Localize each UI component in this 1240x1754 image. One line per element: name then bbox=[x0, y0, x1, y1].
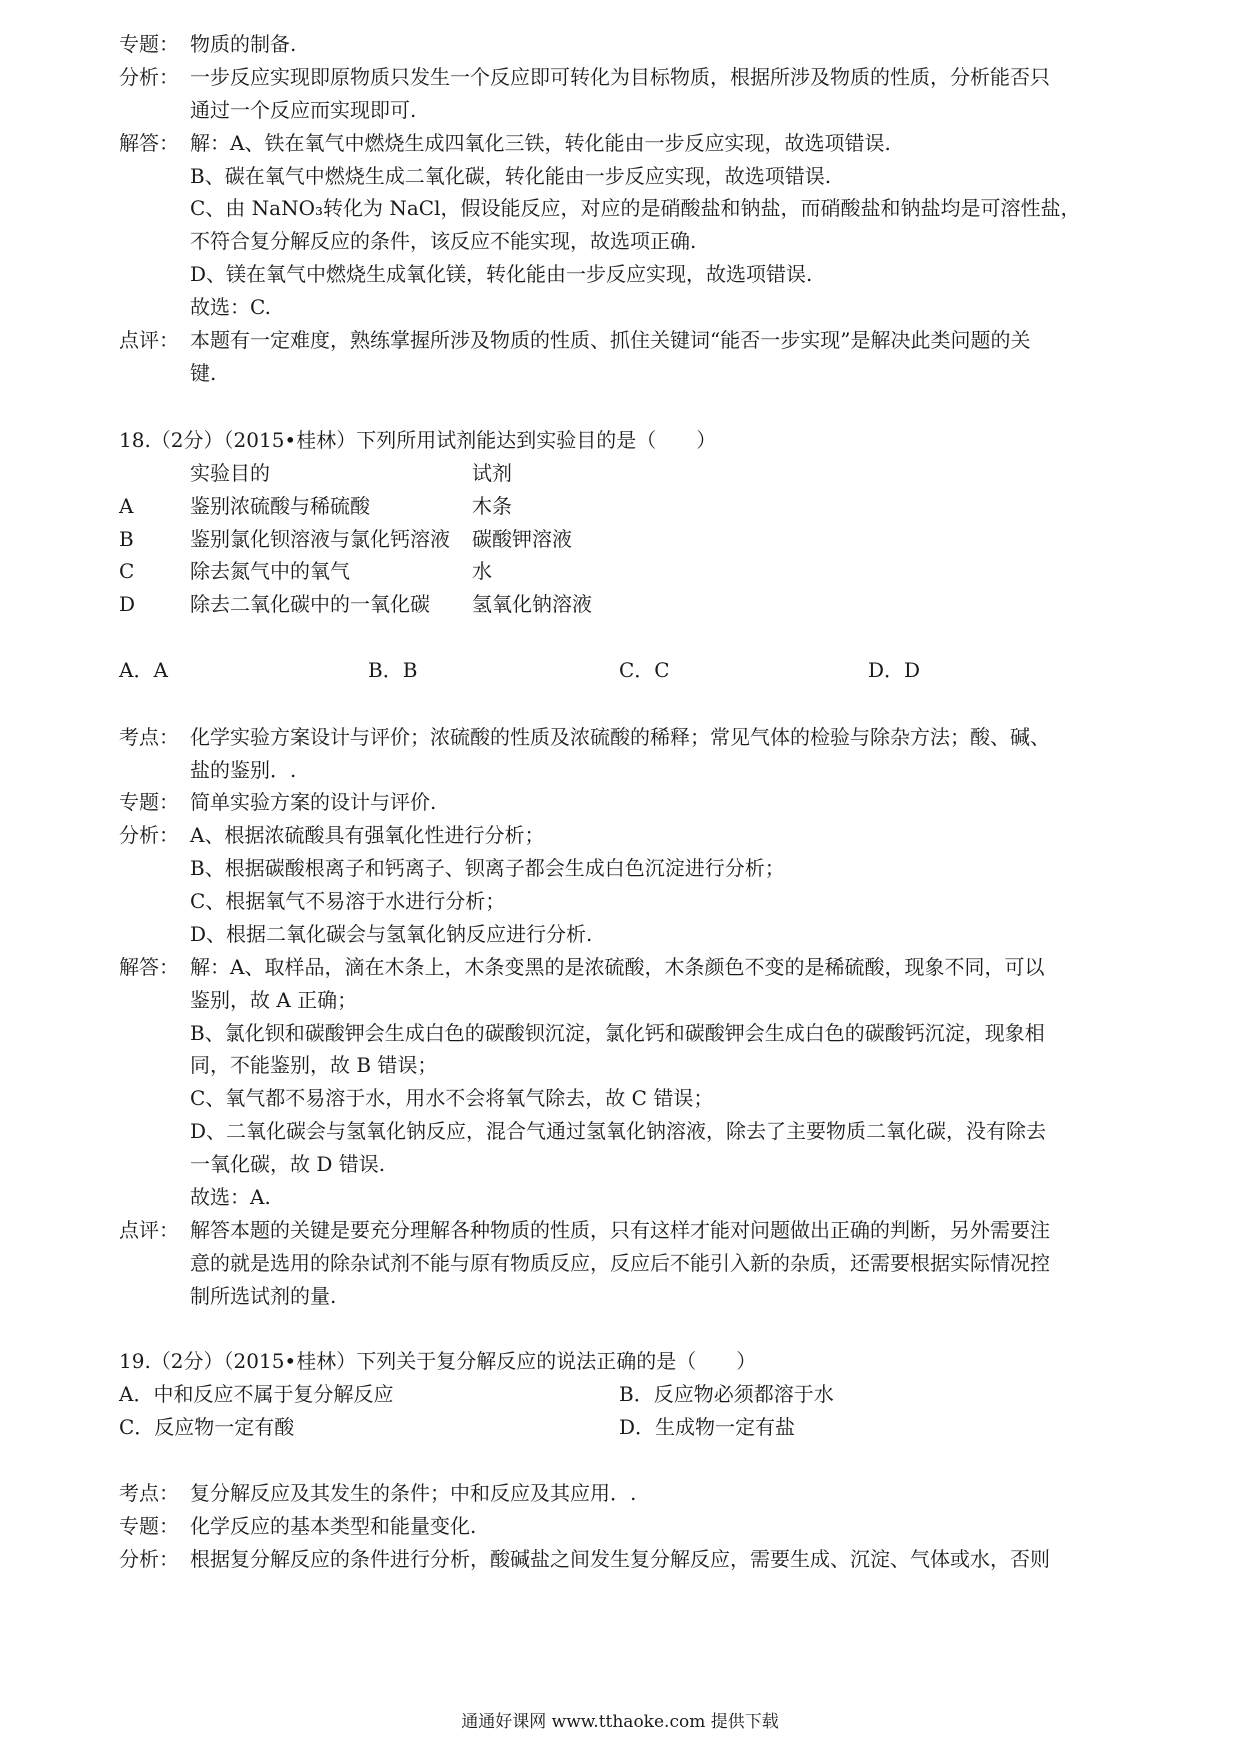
label-fenxi-18: 分析： bbox=[119, 823, 179, 847]
label-dianping-18: 点评： bbox=[119, 1218, 179, 1242]
jieda-line: 解：A、取样品，滴在木条上，木条变黑的是浓硫酸，木条颜色不变的是稀硫酸，现象不同，可以 bbox=[190, 955, 1045, 979]
dianping-line: 制所选试剂的量. bbox=[190, 1284, 337, 1308]
question-18-stem: 18.（2分）（2015•桂林）下列所用试剂能达到实验目的是（ ） bbox=[119, 428, 717, 452]
jieda-line: 一氧化碳，故 D 错误. bbox=[190, 1152, 386, 1176]
label-jieda-18: 解答： bbox=[119, 955, 179, 979]
kaodian-text-19: 复分解反应及其发生的条件；中和反应及其应用．. bbox=[190, 1481, 637, 1505]
jieda-line: B、碳在氧气中燃烧生成二氧化碳，转化能由一步反应实现，故选项错误. bbox=[190, 164, 832, 188]
table-row-key: D bbox=[119, 592, 136, 616]
fenxi-line: 通过一个反应而实现即可. bbox=[190, 98, 417, 122]
table-row-key: C bbox=[119, 559, 135, 583]
label-jieda-1: 解答： bbox=[119, 131, 179, 155]
label-zhuanti-1: 专题： bbox=[119, 32, 179, 56]
kaodian-line: 化学实验方案设计与评价；浓硫酸的性质及浓硫酸的稀释；常见气体的检验与除杂方法；酸、碱、 bbox=[190, 725, 1050, 749]
option-d: D．D bbox=[868, 658, 921, 682]
table-row-purpose: 鉴别浓硫酸与稀硫酸 bbox=[190, 494, 370, 518]
option-a: A．中和反应不属于复分解反应 bbox=[119, 1382, 394, 1406]
label-fenxi-1: 分析： bbox=[119, 65, 179, 89]
dianping-line: 本题有一定难度，熟练掌握所涉及物质的性质、抓住关键词“能否一步实现”是解决此类问题的关 bbox=[190, 328, 1031, 352]
fenxi-line: C、根据氧气不易溶于水进行分析； bbox=[190, 889, 506, 913]
zhuanti-text-18: 简单实验方案的设计与评价. bbox=[190, 790, 437, 814]
zhuanti-text-1: 物质的制备. bbox=[190, 32, 297, 56]
jieda-line: 故选：C. bbox=[190, 295, 271, 319]
table-header-reagent: 试剂 bbox=[472, 461, 512, 485]
option-d: D．生成物一定有盐 bbox=[619, 1415, 796, 1439]
table-row-purpose: 除去氮气中的氧气 bbox=[190, 559, 350, 583]
fenxi-line: B、根据碳酸根离子和钙离子、钡离子都会生成白色沉淀进行分析； bbox=[190, 856, 785, 880]
jieda-line: D、二氧化碳会与氢氧化钠反应，混合气通过氢氧化钠溶液，除去了主要物质二氧化碳，没有除去 bbox=[190, 1119, 1047, 1143]
jieda-line: 同，不能鉴别，故 B 错误； bbox=[190, 1053, 438, 1077]
table-row-purpose: 鉴别氯化钡溶液与氯化钙溶液 bbox=[190, 527, 450, 551]
table-header-purpose: 实验目的 bbox=[190, 461, 270, 485]
jieda-line: C、氧气都不易溶于水，用水不会将氧气除去，故 C 错误； bbox=[190, 1086, 714, 1110]
table-row-reagent: 碳酸钾溶液 bbox=[472, 527, 572, 551]
dianping-line: 意的就是选用的除杂试剂不能与原有物质反应，反应后不能引入新的杂质，还需要根据实际情况控 bbox=[190, 1251, 1050, 1275]
jieda-line: 故选：A. bbox=[190, 1185, 271, 1209]
table-row-key: B bbox=[119, 527, 134, 551]
table-row-key: A bbox=[119, 494, 134, 518]
jieda-line: B、氯化钡和碳酸钾会生成白色的碳酸钡沉淀，氯化钙和碳酸钾会生成白色的碳酸钙沉淀，现象相 bbox=[190, 1021, 1045, 1045]
dianping-line: 解答本题的关键是要充分理解各种物质的性质，只有这样才能对问题做出正确的判断，另外需要注 bbox=[190, 1218, 1050, 1242]
fenxi-text-19: 根据复分解反应的条件进行分析，酸碱盐之间发生复分解反应，需要生成、沉淀、气体或水，否则 bbox=[190, 1547, 1050, 1571]
jieda-line: 解：A、铁在氧气中燃烧生成四氧化三铁，转化能由一步反应实现，故选项错误. bbox=[190, 131, 891, 155]
dianping-line: 键. bbox=[190, 361, 217, 385]
jieda-line: 不符合复分解反应的条件，该反应不能实现，故选项正确. bbox=[190, 229, 697, 253]
jieda-line: C、由 NaNO₃转化为 NaCl，假设能反应，对应的是硝酸盐和钠盐，而硝酸盐和钠盐均是可溶性盐， bbox=[190, 196, 1081, 220]
option-c: C．C bbox=[619, 658, 670, 682]
label-zhuanti-19: 专题： bbox=[119, 1514, 179, 1538]
question-19-stem: 19.（2分）（2015•桂林）下列关于复分解反应的说法正确的是（ ） bbox=[119, 1349, 757, 1373]
page-footer: 通通好课网 www.tthaoke.com 提供下载 bbox=[461, 1712, 779, 1732]
fenxi-line: 一步反应实现即原物质只发生一个反应即可转化为目标物质，根据所涉及物质的性质，分析能否只 bbox=[190, 65, 1050, 89]
option-c: C．反应物一定有酸 bbox=[119, 1415, 295, 1439]
fenxi-line: D、根据二氧化碳会与氢氧化钠反应进行分析. bbox=[190, 922, 593, 946]
option-b: B．反应物必须都溶于水 bbox=[619, 1382, 834, 1406]
label-fenxi-19: 分析： bbox=[119, 1547, 179, 1571]
label-zhuanti-18: 专题： bbox=[119, 790, 179, 814]
fenxi-line: A、根据浓硫酸具有强氧化性进行分析； bbox=[190, 823, 545, 847]
label-dianping-1: 点评： bbox=[119, 328, 179, 352]
option-b: B．B bbox=[368, 658, 418, 682]
table-row-reagent: 水 bbox=[472, 559, 492, 583]
kaodian-line: 盐的鉴别．. bbox=[190, 758, 297, 782]
table-row-reagent: 氢氧化钠溶液 bbox=[472, 592, 592, 616]
table-row-purpose: 除去二氧化碳中的一氧化碳 bbox=[190, 592, 430, 616]
jieda-line: 鉴别，故 A 正确； bbox=[190, 988, 358, 1012]
table-row-reagent: 木条 bbox=[472, 494, 512, 518]
label-kaodian-19: 考点： bbox=[119, 1481, 179, 1505]
option-a: A．A bbox=[119, 658, 168, 682]
label-kaodian-18: 考点： bbox=[119, 725, 179, 749]
jieda-line: D、镁在氧气中燃烧生成氧化镁，转化能由一步反应实现，故选项错误. bbox=[190, 262, 813, 286]
zhuanti-text-19: 化学反应的基本类型和能量变化. bbox=[190, 1514, 477, 1538]
